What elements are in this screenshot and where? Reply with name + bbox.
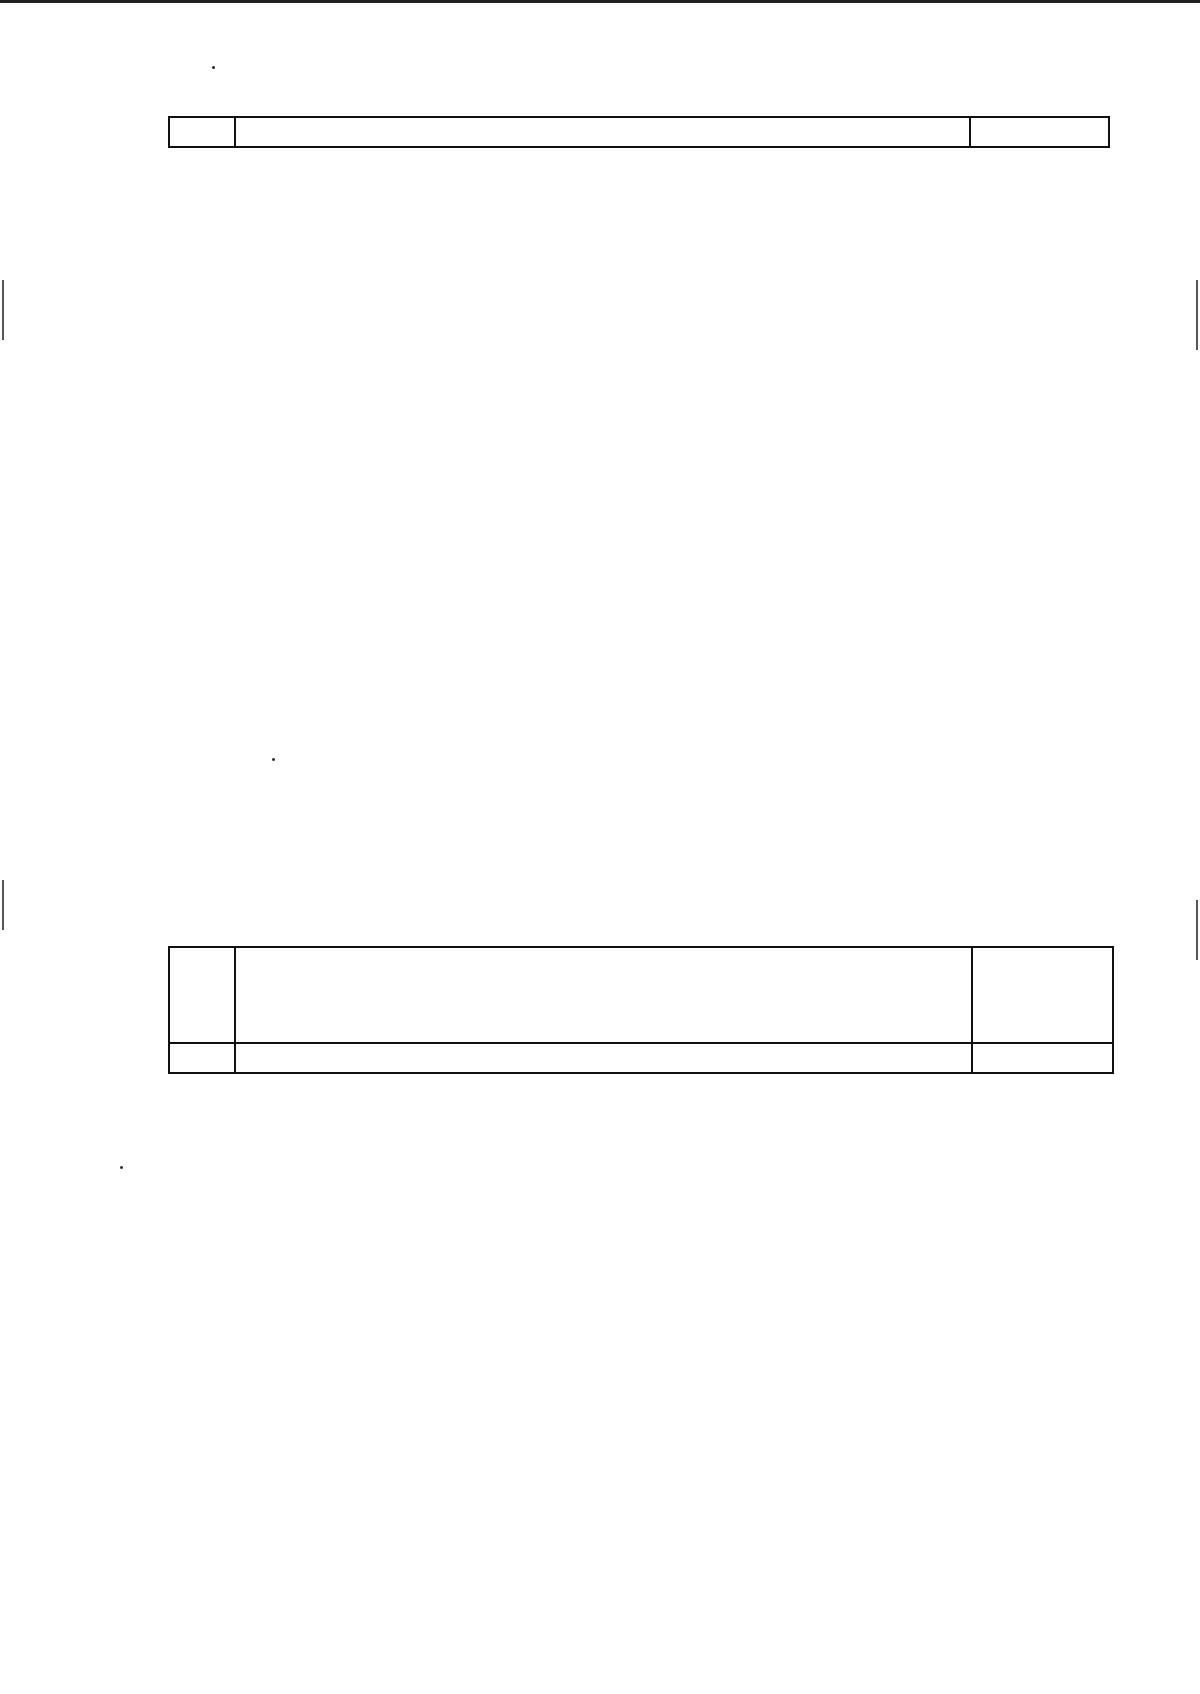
number-row-col3	[973, 1044, 1112, 1072]
scan-edge-mark	[1196, 280, 1198, 350]
top-table-header-col3	[971, 118, 1108, 146]
including-row	[168, 1114, 1114, 1148]
main-table-number-row	[168, 1042, 1114, 1074]
top-table-header-col2	[236, 118, 971, 146]
number-row-col1	[170, 1044, 236, 1072]
scan-speck	[212, 66, 215, 69]
scan-speck	[120, 1166, 123, 1169]
total-row	[168, 1080, 1114, 1114]
scan-speck	[272, 758, 275, 761]
top-table-header	[168, 116, 1110, 148]
scan-edge-mark	[2, 880, 4, 930]
scan-edge-mark	[1196, 900, 1198, 960]
scan-edge-mark	[2, 280, 4, 340]
header-sum-column	[973, 948, 1112, 1042]
header-number-column	[170, 948, 236, 1042]
number-row-col2	[236, 1044, 973, 1072]
top-table-header-col1	[170, 118, 236, 146]
scan-top-border	[0, 0, 1200, 3]
header-name-column	[236, 948, 973, 1042]
main-table-body	[168, 1080, 1114, 1149]
main-table-header	[168, 946, 1114, 1044]
